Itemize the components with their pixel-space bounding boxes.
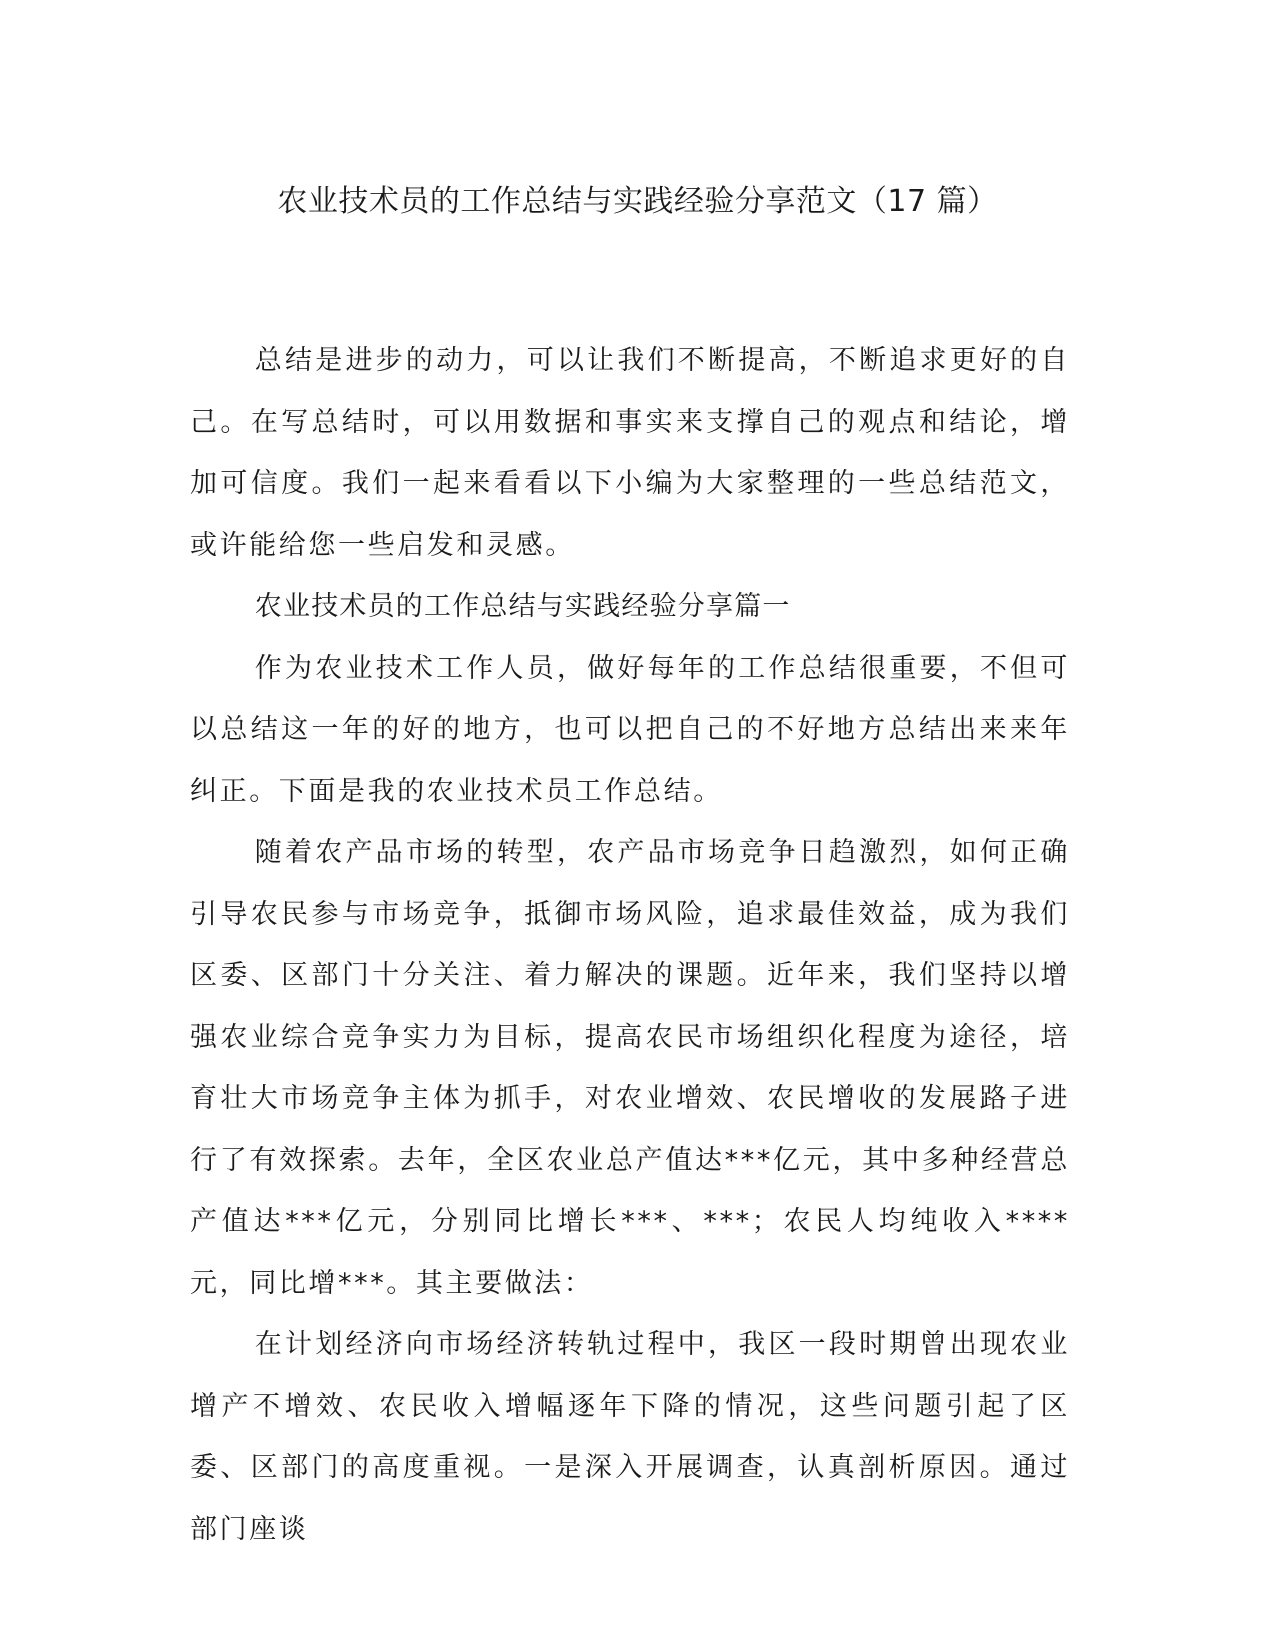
document-title: 农业技术员的工作总结与实践经验分享范文（17 篇） [277,184,998,219]
section-heading: 农业技术员的工作总结与实践经验分享篇一 [254,591,791,622]
body-paragraph: 作为农业技术工作人员，做好每年的工作总结很重要，不但可以总结这一年的好的地方，也可以把自己的不好地方总结出来来年纠正。下面是我的农业技术员工作总结。 [190,652,1070,807]
intro-paragraph: 总结是进步的动力，可以让我们不断提高，不断追求更好的自己。在写总结时，可以用数据和事实来支撑自己的观点和结论，增加可信度。我们一起来看看以下小编为大家整理的一些总结范文，或许能给您一些启发和灵感。 [190,345,1070,561]
body-paragraph: 随着农产品市场的转型，农产品市场竞争日趋激烈，如何正确引导农民参与市场竞争，抵御市场风险，追求最佳效益，成为我们区委、区部门十分关注、着力解决的课题。近年来，我们坚持以增强农业综合竞争实力为目标，提高农民市场组织化程度为途径，培育壮大市场竞争主体为抓手，对农业增效、农民增收的发展路子进行了有效探索。去年，全区农业总产值达***亿元，其中多种经营总产值达***亿元，分别同比增长***、***；农民人均纯收入****元，同比增***。其主要做法： [190,837,1070,1299]
document-body [190,330,1070,1560]
body-paragraph: 在计划经济向市场经济转轨过程中，我区一段时期曾出现农业增产不增效、农民收入增幅逐年下降的情况，这些问题引起了区委、区部门的高度重视。一是深入开展调查，认真剖析原因。通过部门座谈 [190,1329,1070,1545]
